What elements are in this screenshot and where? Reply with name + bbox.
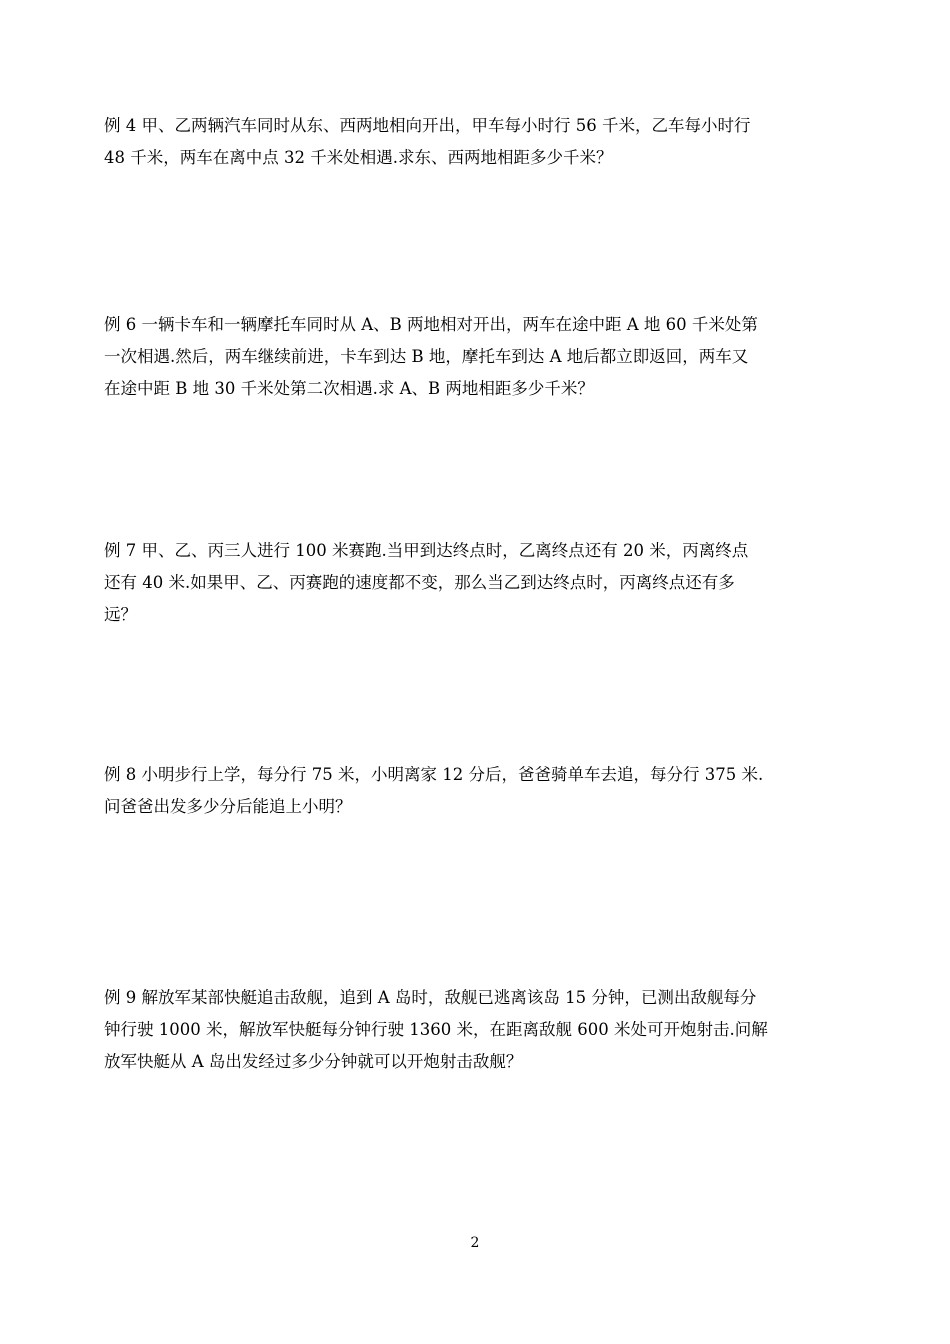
problem-line: 还有 40 米.如果甲、乙、丙赛跑的速度都不变，那么当乙到达终点时，丙离终点还有多	[104, 573, 735, 592]
problem-example-7	[104, 535, 842, 631]
problem-line: 例 7 甲、乙、丙三人进行 100 米赛跑.当甲到达终点时，乙离终点还有 20 米，丙离终点	[104, 541, 749, 560]
problem-line: 例 6 一辆卡车和一辆摩托车同时从 A、B 两地相对开出，两车在途中距 A 地 60 千米处第	[104, 315, 758, 334]
problem-line: 一次相遇.然后，两车继续前进，卡车到达 B 地，摩托车到达 A 地后都立即返回，两车又	[104, 347, 749, 366]
problem-example-9	[104, 982, 842, 1078]
problem-line: 问爸爸出发多少分后能追上小明？	[104, 797, 352, 816]
problem-line: 例 8 小明步行上学，每分行 75 米，小明离家 12 分后，爸爸骑单车去追，每分行 375 米.	[104, 765, 764, 784]
problem-line: 远？	[104, 605, 137, 624]
problem-line: 48 千米，两车在离中点 32 千米处相遇.求东、西两地相距多少千米？	[104, 148, 613, 167]
problem-line: 钟行驶 1000 米，解放军快艇每分钟行驶 1360 米，在距离敌舰 600 米处可开炮射击.问解	[104, 1020, 768, 1039]
page-number: 2	[470, 1235, 480, 1251]
problem-line: 例 4 甲、乙两辆汽车同时从东、西两地相向开出，甲车每小时行 56 千米，乙车每小时行	[104, 116, 751, 135]
problem-example-8	[104, 759, 842, 823]
problem-line: 在途中距 B 地 30 千米处第二次相遇.求 A、B 两地相距多少千米？	[104, 379, 594, 398]
problem-line: 例 9 解放军某部快艇追击敌舰，追到 A 岛时，敌舰已逃离该岛 15 分钟，已测出敌舰每分	[104, 988, 757, 1007]
problem-line: 放军快艇从 A 岛出发经过多少分钟就可以开炮射击敌舰？	[104, 1052, 523, 1071]
problem-example-6	[104, 309, 842, 405]
problem-example-4	[104, 110, 842, 174]
